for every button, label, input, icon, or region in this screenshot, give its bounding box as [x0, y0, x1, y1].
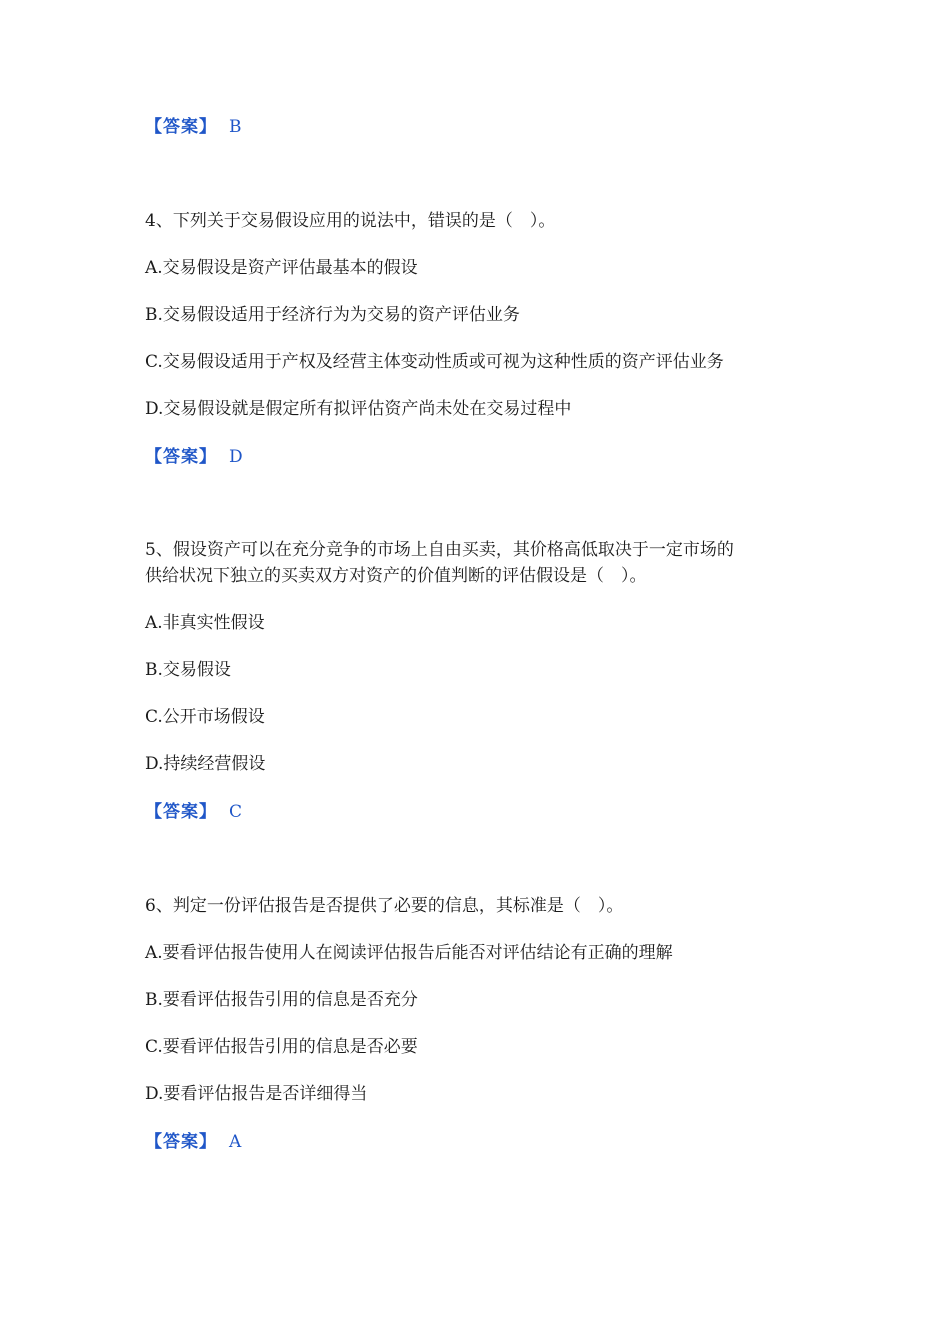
question-6-option-b: B.要看评估报告引用的信息是否充分 — [145, 990, 418, 1010]
answer-q4 — [145, 446, 243, 468]
question-5-option-b: B.交易假设 — [145, 660, 231, 680]
answer-label: 【答案】 — [145, 1132, 217, 1152]
question-5-option-a: A.非真实性假设 — [145, 613, 265, 633]
answer-q3 — [145, 116, 242, 138]
question-4-stem: 4、下列关于交易假设应用的说法中，错误的是（ ）。 — [145, 211, 556, 231]
answer-q6 — [145, 1131, 241, 1153]
question-4-option-b: B.交易假设适用于经济行为为交易的资产评估业务 — [145, 305, 520, 325]
question-4-option-a: A.交易假设是资产评估最基本的假设 — [145, 258, 418, 278]
question-6-stem: 6、判定一份评估报告是否提供了必要的信息，其标准是（ ）。 — [145, 896, 624, 916]
question-6-option-a: A.要看评估报告使用人在阅读评估报告后能否对评估结论有正确的理解 — [145, 943, 673, 963]
answer-value: A — [229, 1132, 242, 1152]
question-4-option-c: C.交易假设适用于产权及经营主体变动性质或可视为这种性质的资产评估业务 — [145, 352, 724, 372]
question-6-option-d: D.要看评估报告是否详细得当 — [145, 1084, 368, 1104]
answer-q5 — [145, 801, 242, 823]
answer-label: 【答案】 — [145, 802, 217, 822]
answer-value: C — [229, 802, 243, 822]
answer-label: 【答案】 — [145, 447, 217, 467]
question-5-stem-line-1: 5、假设资产可以在充分竞争的市场上自由买卖，其价格高低取决于一定市场的 — [145, 540, 734, 560]
question-5-stem-line-2: 供给状况下独立的买卖双方对资产的价值判断的评估假设是（ ）。 — [145, 566, 647, 586]
question-6-option-c: C.要看评估报告引用的信息是否必要 — [145, 1037, 418, 1057]
answer-value: D — [229, 447, 243, 467]
question-5-option-c: C.公开市场假设 — [145, 707, 265, 727]
answer-label: 【答案】 — [145, 117, 217, 137]
answer-value: B — [229, 117, 242, 137]
question-5-option-d: D.持续经营假设 — [145, 754, 266, 774]
question-4-option-d: D.交易假设就是假定所有拟评估资产尚未处在交易过程中 — [145, 399, 572, 419]
